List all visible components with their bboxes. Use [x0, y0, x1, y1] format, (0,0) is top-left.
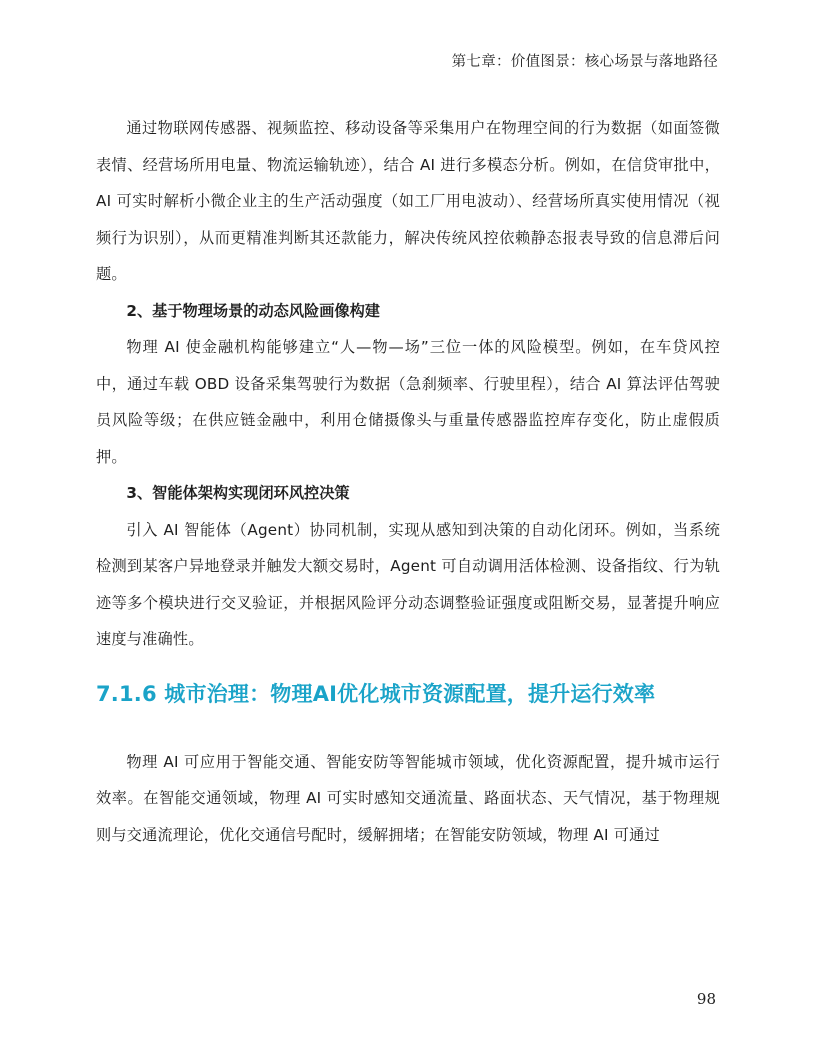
main-content — [96, 110, 720, 853]
paragraph-smart-city: 物理 AI 可应用于智能交通、智能安防等智能城市领域，优化资源配置，提升城市运行效率。在智能交通领域，物理 AI 可实时感知交通流量、路面状态、天气情况，基于物理规则与交通流理论，优化交通信号配时，缓解拥堵；在智能安防领域，物理 AI 可通过 — [96, 752, 720, 844]
paragraph-physical-data: 通过物联网传感器、视频监控、移动设备等采集用户在物理空间的行为数据（如面签微表情、经营场所用电量、物流运输轨迹），结合 AI 进行多模态分析。例如，在信贷审批中，AI 可实时解析小微企业主的生产活动强度（如工厂用电波动）、经营场所真实使用情况（视频行为识别），从而更精准判断其还款能力，解决传统风控依赖静态报表导致的信息滞后问题。 — [96, 119, 720, 283]
page-number: 98 — [696, 990, 716, 1008]
paragraph-agent-closed-loop: 引入 AI 智能体（Agent）协同机制，实现从感知到决策的自动化闭环。例如，当系统检测到某客户异地登录并触发大额交易时，Agent 可自动调用活体检测、设备指纹、行为轨迹等多个模块进行交叉验证，并根据风险评分动态调整验证强度或阻断交易，显著提升响应速度与准确性。 — [96, 520, 720, 648]
subheading-dynamic-risk-profile: 2、基于物理场景的动态风险画像构建 — [126, 301, 380, 320]
subheading-agent-architecture: 3、智能体架构实现闭环风控决策 — [126, 484, 350, 502]
paragraph-risk-model: 物理 AI 使金融机构能够建立“人—物—场”三位一体的风险模型。例如，在车贷风控中，通过车载 OBD 设备采集驾驶行为数据（急刹频率、行驶里程），结合 AI 算法评估驾驶员风险等级；在供应链金融中，利用仓储摄像头与重量传感器监控库存变化，防止虚假质押。 — [96, 338, 720, 466]
section-title-urban-governance: 7.1.6 城市治理：物理AI优化城市资源配置，提升运行效率 — [96, 681, 656, 706]
chapter-header: 第七章：价值图景：核心场景与落地路径 — [451, 54, 718, 70]
